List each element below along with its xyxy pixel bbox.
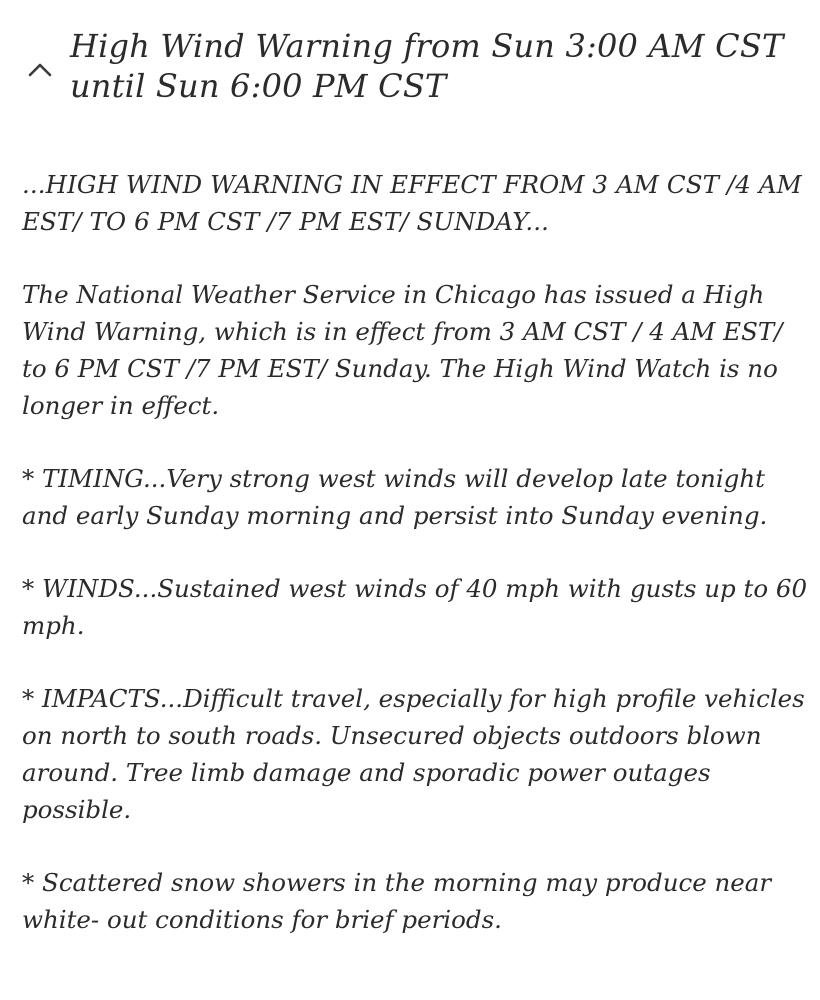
alert-body	[22, 166, 812, 974]
alert-header[interactable]	[0, 20, 820, 130]
alert-timing: * TIMING...Very strong west winds will develop late tonight and early Sunday morning and persist into Sunday evening.	[22, 464, 768, 530]
alert-title: High Wind Warning from Sun 3:00 AM CST until Sun 6:00 PM CST	[70, 27, 784, 105]
alert-winds: * WINDS...Sustained west winds of 40 mph with gusts up to 60 mph.	[22, 574, 808, 640]
alert-impacts: * IMPACTS...Difficult travel, especially for high profile vehicles on north to south roads. Unsecured objects outdoors blown around. Tree limb damage and sporadic power outages possible.	[22, 684, 805, 824]
alert-headline: ...HIGH WIND WARNING IN EFFECT FROM 3 AM CST /4 AM EST/ TO 6 PM CST /7 PM EST/ SUNDAY...	[22, 170, 802, 236]
alert-snow: * Scattered snow showers in the morning may produce near white- out conditions for brief periods.	[22, 868, 772, 934]
chevron-up-icon[interactable]	[26, 58, 54, 80]
alert-summary: The National Weather Service in Chicago has issued a High Wind Warning, which is in effect from 3 AM CST / 4 AM EST/ to 6 PM CST /7 PM EST/ Sunday. The High Wind Watch is no longer in effect.	[22, 280, 783, 420]
